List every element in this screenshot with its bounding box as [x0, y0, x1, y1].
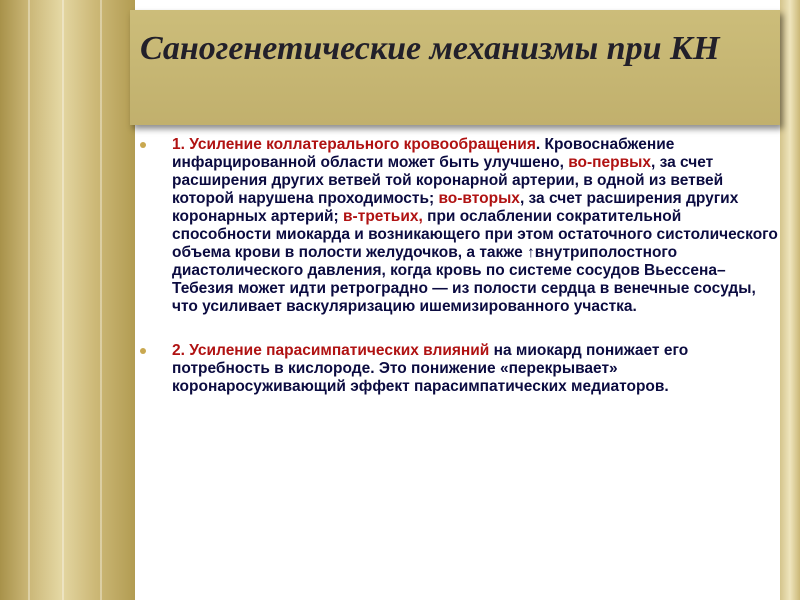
item-text: на миокард понижает его потребность в кислороде. Это понижение «перекрывает» коронаросуживающий эффект парасимпатических медиаторов.: [172, 342, 689, 395]
item-heading: Усиление парасимпатических влияний: [189, 342, 490, 359]
item-text: Кровоснабжение инфарцированной области может быть улучшено,: [172, 136, 675, 171]
bullet-icon: [140, 142, 146, 148]
decorative-right-band: [780, 0, 800, 600]
item-number: 2.: [172, 342, 190, 359]
slide-title: Саногенетические механизмы при КН: [140, 30, 720, 67]
item-emphasis: во-первых: [568, 154, 651, 171]
item-number: 1.: [172, 136, 190, 153]
band-stripe: [100, 0, 102, 600]
bullet-icon: [140, 348, 146, 354]
item-text: при ослаблении сократительной способности миокарда и возникающего при этом остаточного систолического объема крови в полости желудочков, а также ↑внутриполостного диастолического давления, когда кровь по системе сосудов Вьессена–Тебезия может идти ретроградно — из полости сердца в венечные сосуды, что усиливает васкуляризацию ишемизированного участка.: [172, 208, 778, 315]
item-text: , за счет расширения других ветвей той коронарной артерии, в одной из ветвей которой нарушена проходимость;: [172, 154, 724, 207]
list-item: [140, 136, 780, 316]
list-item: [140, 342, 780, 396]
band-stripe: [62, 0, 64, 600]
item-emphasis: во-вторых: [438, 190, 520, 207]
decorative-left-band: [0, 0, 135, 600]
item-emphasis: в-третьих,: [343, 208, 423, 225]
band-stripe: [28, 0, 30, 600]
item-text: , за счет расширения других коронарных артерий;: [172, 190, 739, 225]
item-heading: Усиление коллатерального кровообращения: [189, 136, 536, 153]
item-heading-end: .: [535, 136, 541, 153]
slide-content: [140, 136, 780, 422]
